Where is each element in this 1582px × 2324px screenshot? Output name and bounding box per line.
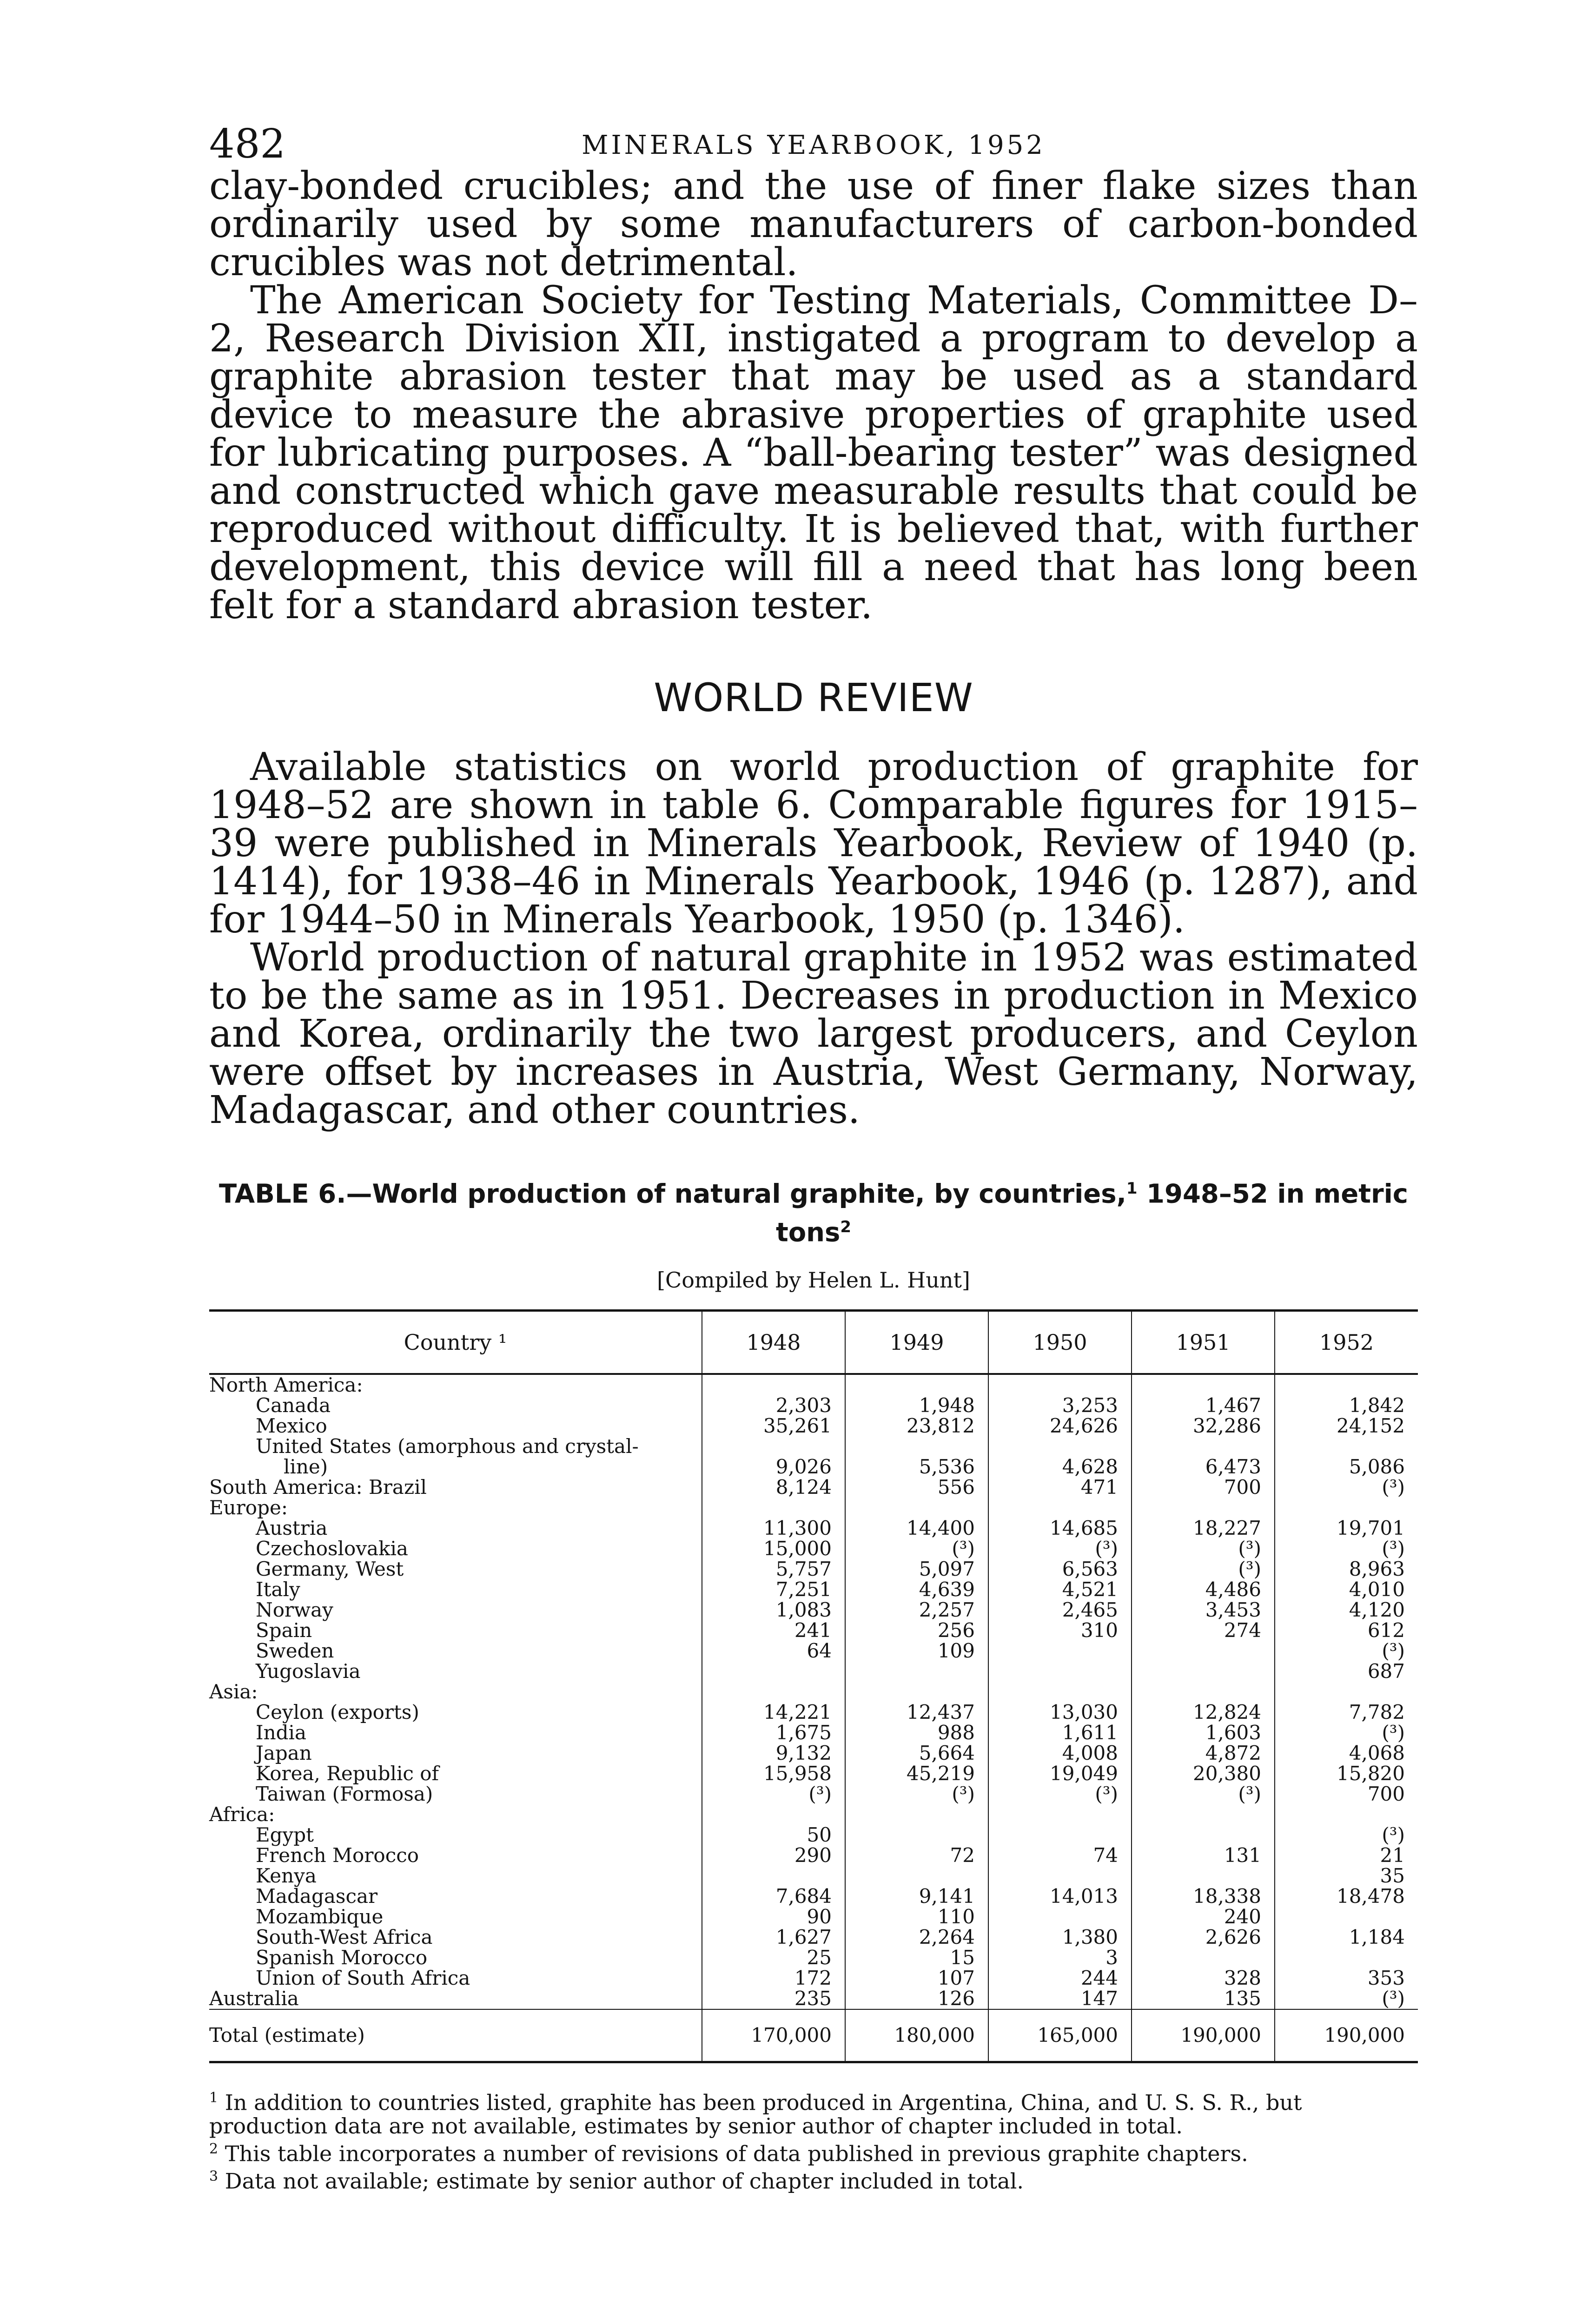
table-row xyxy=(209,1743,1418,1763)
value-cell: 14,221 xyxy=(702,1702,845,1723)
table-row xyxy=(209,1559,1418,1579)
table-row xyxy=(209,1927,1418,1948)
production-table xyxy=(209,1309,1418,2063)
country-cell: South-West Africa xyxy=(256,1926,433,1949)
footnotes xyxy=(209,2086,1418,2192)
total-value-cell: 190,000 xyxy=(1275,2009,1418,2062)
value-cell: 556 xyxy=(845,1477,988,1498)
intro-paragraph-continued: clay-bonded crucibles; and the use of finer flake sizes than ordinarily used by some manufacturers of carbon-bonded crucibles was not detrimental. xyxy=(209,164,1418,284)
country-cell: Ceylon (exports) xyxy=(256,1701,419,1724)
table-row xyxy=(209,1641,1418,1661)
value-cell xyxy=(845,1661,988,1682)
value-cell: 1,675 xyxy=(702,1723,845,1743)
value-cell: 1,842 xyxy=(1275,1395,1418,1416)
value-cell: 2,626 xyxy=(1132,1927,1275,1948)
value-cell: (³) xyxy=(845,1538,988,1559)
value-cell xyxy=(845,1498,988,1518)
value-cell: 235 xyxy=(702,1988,845,2009)
value-cell: 9,141 xyxy=(845,1886,988,1907)
total-value-cell: 170,000 xyxy=(702,2009,845,2062)
value-cell: 45,219 xyxy=(845,1763,988,1784)
table-row xyxy=(209,1682,1418,1702)
value-cell xyxy=(1275,1948,1418,1968)
table-row xyxy=(209,1723,1418,1743)
value-cell: 20,380 xyxy=(1132,1763,1275,1784)
table-row xyxy=(209,1620,1418,1641)
value-cell: 290 xyxy=(702,1845,845,1866)
value-cell: 1,184 xyxy=(1275,1927,1418,1948)
table-row xyxy=(209,1374,1418,1395)
value-cell: 15,820 xyxy=(1275,1763,1418,1784)
value-cell: (³) xyxy=(1275,1477,1418,1498)
value-cell xyxy=(702,1498,845,1518)
value-cell: 2,465 xyxy=(988,1600,1132,1620)
country-cell: Australia xyxy=(209,1987,299,2010)
value-cell: 14,400 xyxy=(845,1518,988,1538)
value-cell xyxy=(702,1374,845,1395)
value-cell: 2,303 xyxy=(702,1395,845,1416)
total-value-cell: 190,000 xyxy=(1132,2009,1275,2062)
running-title: MINERALS YEARBOOK, 1952 xyxy=(582,130,1046,160)
value-cell: 12,437 xyxy=(845,1702,988,1723)
table-row xyxy=(209,1416,1418,1436)
value-cell: 7,251 xyxy=(702,1579,845,1600)
value-cell xyxy=(1132,1436,1275,1457)
value-cell: 15 xyxy=(845,1948,988,1968)
value-cell: (³) xyxy=(1275,1641,1418,1661)
value-cell xyxy=(845,1436,988,1457)
table-row xyxy=(209,1518,1418,1538)
value-cell: 7,684 xyxy=(702,1886,845,1907)
table-row xyxy=(209,1498,1418,1518)
table-row xyxy=(209,1866,1418,1886)
value-cell: 5,757 xyxy=(702,1559,845,1579)
value-cell: (³) xyxy=(1132,1538,1275,1559)
country-cell: Sweden xyxy=(256,1639,334,1663)
value-cell: 19,049 xyxy=(988,1763,1132,1784)
value-cell xyxy=(1275,1907,1418,1927)
value-cell: 1,627 xyxy=(702,1927,845,1948)
value-cell: 1,467 xyxy=(1132,1395,1275,1416)
value-cell: 256 xyxy=(845,1620,988,1641)
value-cell: 1,380 xyxy=(988,1927,1132,1948)
country-cell: Egypt xyxy=(256,1823,314,1847)
value-cell: (³) xyxy=(1132,1784,1275,1804)
value-cell: 24,152 xyxy=(1275,1416,1418,1436)
value-cell: 1,603 xyxy=(1132,1723,1275,1743)
value-cell: 35 xyxy=(1275,1866,1418,1886)
value-cell xyxy=(988,1866,1132,1886)
value-cell: 5,664 xyxy=(845,1743,988,1763)
footnote: $^3$ Data not available; estimate by senior author of chapter included in total. xyxy=(209,2168,1024,2194)
value-cell: (³) xyxy=(1275,1538,1418,1559)
value-cell: 12,824 xyxy=(1132,1702,1275,1723)
value-cell: 131 xyxy=(1132,1845,1275,1866)
table-row xyxy=(209,1661,1418,1682)
total-row xyxy=(209,2009,1418,2062)
value-cell: 5,086 xyxy=(1275,1457,1418,1477)
value-cell: 72 xyxy=(845,1845,988,1866)
value-cell xyxy=(1132,1948,1275,1968)
column-header: 1950 xyxy=(988,1311,1132,1374)
value-cell: 328 xyxy=(1132,1968,1275,1988)
value-cell: (³) xyxy=(845,1784,988,1804)
country-cell: Europe: xyxy=(209,1496,288,1519)
table-row xyxy=(209,1702,1418,1723)
value-cell: 74 xyxy=(988,1845,1132,1866)
value-cell: 612 xyxy=(1275,1620,1418,1641)
table-row xyxy=(209,1600,1418,1620)
country-cell: Taiwan (Formosa) xyxy=(256,1783,433,1806)
country-cell: Austria xyxy=(256,1517,328,1540)
country-cell: Spanish Morocco xyxy=(256,1946,428,1969)
value-cell: 471 xyxy=(988,1477,1132,1498)
page-header xyxy=(209,112,1418,167)
intro-paragraph-astm: The American Society for Testing Materials, Committee D–2, Research Division XII, instigated a program to develop a graphite abrasion tester that may be used as a standard device to measure the abrasive properties of graphite used for lubricating purposes. A “ball-bearing tester” was designed and constructed which gave measurable results that could be reproduced without difficulty. It is believed that, with further development, this device will fill a need that has long been felt for a standard abrasion tester. xyxy=(209,278,1418,627)
value-cell xyxy=(988,1907,1132,1927)
table-compiled-by: [Compiled by Helen L. Hunt] xyxy=(657,1268,970,1293)
value-cell: 32,286 xyxy=(1132,1416,1275,1436)
value-cell: 18,227 xyxy=(1132,1518,1275,1538)
country-cell: Yugoslavia xyxy=(256,1660,361,1683)
country-cell: Germany, West xyxy=(256,1558,404,1581)
country-cell: line) xyxy=(284,1455,328,1479)
country-cell: Mexico xyxy=(256,1414,327,1438)
footnote: $^1$ In addition to countries listed, graphite has been produced in Argentina, China, and U. S. S. R., but production data are not available, estimates by senior author of chapter included in total. xyxy=(209,2090,1302,2139)
value-cell: 3 xyxy=(988,1948,1132,1968)
value-cell xyxy=(845,1374,988,1395)
value-cell: 35,261 xyxy=(702,1416,845,1436)
value-cell xyxy=(1275,1436,1418,1457)
country-cell: United States (amorphous and crystal- xyxy=(256,1435,639,1458)
total-value-cell: 180,000 xyxy=(845,2009,988,2062)
country-cell: South America: Brazil xyxy=(209,1476,427,1499)
value-cell: 19,701 xyxy=(1275,1518,1418,1538)
value-cell: 2,257 xyxy=(845,1600,988,1620)
country-cell: Japan xyxy=(256,1742,312,1765)
value-cell: 4,120 xyxy=(1275,1600,1418,1620)
table-body xyxy=(209,1374,1418,2062)
total-label: Total (estimate) xyxy=(209,2009,702,2062)
value-cell xyxy=(1132,1682,1275,1702)
value-cell xyxy=(845,1866,988,1886)
value-cell xyxy=(702,1682,845,1702)
value-cell xyxy=(988,1661,1132,1682)
value-cell xyxy=(1275,1374,1418,1395)
page xyxy=(209,112,1418,2192)
value-cell: 109 xyxy=(845,1641,988,1661)
value-cell: 1,948 xyxy=(845,1395,988,1416)
country-cell: Union of South Africa xyxy=(256,1967,470,1990)
column-header: 1949 xyxy=(845,1311,988,1374)
value-cell: 4,872 xyxy=(1132,1743,1275,1763)
value-cell: 24,626 xyxy=(988,1416,1132,1436)
value-cell: 107 xyxy=(845,1968,988,1988)
country-cell: India xyxy=(256,1721,306,1744)
value-cell xyxy=(845,1682,988,1702)
value-cell xyxy=(1132,1641,1275,1661)
value-cell: (³) xyxy=(988,1784,1132,1804)
world-review-paragraph-2: World production of natural graphite in 1952 was estimated to be the same as in 1951. Decreases in production in Mexico and Korea, ordinarily the two largest producers, and Ceylon were offset by increases in Austria, West Germany, Norway, Madagascar, and other countries. xyxy=(209,936,1418,1132)
table-row xyxy=(209,1763,1418,1784)
table-row xyxy=(209,1988,1418,2009)
table-row xyxy=(209,1948,1418,1968)
value-cell: 64 xyxy=(702,1641,845,1661)
value-cell: 11,300 xyxy=(702,1518,845,1538)
country-cell: Kenya xyxy=(256,1864,317,1888)
value-cell: 4,010 xyxy=(1275,1579,1418,1600)
value-cell xyxy=(988,1498,1132,1518)
value-cell: 18,478 xyxy=(1275,1886,1418,1907)
value-cell: 700 xyxy=(1275,1784,1418,1804)
value-cell: 4,008 xyxy=(988,1743,1132,1763)
value-cell xyxy=(988,1682,1132,1702)
value-cell: 13,030 xyxy=(988,1702,1132,1723)
value-cell: 90 xyxy=(702,1907,845,1927)
footnote: $^2$ This table incorporates a number of revisions of data published in previous graphite chapters. xyxy=(209,2140,1248,2166)
table-row xyxy=(209,1804,1418,1825)
value-cell xyxy=(988,1436,1132,1457)
value-cell: 6,473 xyxy=(1132,1457,1275,1477)
value-cell xyxy=(845,1825,988,1845)
value-cell: 110 xyxy=(845,1907,988,1927)
value-cell: 240 xyxy=(1132,1907,1275,1927)
table-row xyxy=(209,1579,1418,1600)
value-cell xyxy=(702,1866,845,1886)
value-cell xyxy=(702,1661,845,1682)
value-cell: 3,453 xyxy=(1132,1600,1275,1620)
table-row xyxy=(209,1436,1418,1457)
column-header: Country ¹ xyxy=(209,1311,702,1374)
value-cell: 18,338 xyxy=(1132,1886,1275,1907)
value-cell: 21 xyxy=(1275,1845,1418,1866)
value-cell: 9,026 xyxy=(702,1457,845,1477)
value-cell: 2,264 xyxy=(845,1927,988,1948)
value-cell: (³) xyxy=(1275,1723,1418,1743)
table-row xyxy=(209,1886,1418,1907)
value-cell: 310 xyxy=(988,1620,1132,1641)
value-cell: 9,132 xyxy=(702,1743,845,1763)
value-cell xyxy=(1132,1825,1275,1845)
value-cell: 7,782 xyxy=(1275,1702,1418,1723)
table-header-row xyxy=(209,1311,1418,1374)
column-header: 1948 xyxy=(702,1311,845,1374)
country-cell: French Morocco xyxy=(256,1844,419,1867)
value-cell xyxy=(1132,1661,1275,1682)
value-cell: 8,124 xyxy=(702,1477,845,1498)
value-cell: 135 xyxy=(1132,1988,1275,2009)
value-cell xyxy=(988,1825,1132,1845)
value-cell: 1,083 xyxy=(702,1600,845,1620)
value-cell: 4,628 xyxy=(988,1457,1132,1477)
table-row xyxy=(209,1784,1418,1804)
value-cell xyxy=(702,1804,845,1825)
value-cell: 687 xyxy=(1275,1661,1418,1682)
value-cell: 50 xyxy=(702,1825,845,1845)
country-cell: Korea, Republic of xyxy=(256,1762,439,1785)
value-cell: 4,068 xyxy=(1275,1743,1418,1763)
table-row xyxy=(209,1457,1418,1477)
country-cell: Africa: xyxy=(209,1803,275,1826)
value-cell: 15,000 xyxy=(702,1538,845,1559)
value-cell: (³) xyxy=(988,1538,1132,1559)
value-cell: 15,958 xyxy=(702,1763,845,1784)
table-row xyxy=(209,1907,1418,1927)
value-cell xyxy=(988,1641,1132,1661)
country-cell: North America: xyxy=(209,1373,363,1397)
value-cell: 25 xyxy=(702,1948,845,1968)
value-cell: 700 xyxy=(1132,1477,1275,1498)
value-cell: 4,521 xyxy=(988,1579,1132,1600)
value-cell xyxy=(988,1374,1132,1395)
country-cell: Italy xyxy=(256,1578,300,1601)
table-title: TABLE 6.—World production of natural graphite, by countries,$^1$ 1948–52 in metric tons$^2$ xyxy=(219,1179,1408,1248)
value-cell: 172 xyxy=(702,1968,845,1988)
value-cell: 3,253 xyxy=(988,1395,1132,1416)
world-review-paragraph-1: Available statistics on world production of graphite for 1948–52 are shown in table 6. Comparable figures for 1915–39 were published in Minerals Yearbook, Review of 1940 (p. 1414), for 1938–46 in Minerals Yearbook, 1946 (p. 1287), and for 1944–50 in Minerals Yearbook, 1950 (p. 1346). xyxy=(209,745,1418,942)
value-cell: 274 xyxy=(1132,1620,1275,1641)
value-cell: 4,486 xyxy=(1132,1579,1275,1600)
value-cell: (³) xyxy=(1132,1559,1275,1579)
value-cell: 353 xyxy=(1275,1968,1418,1988)
value-cell: (³) xyxy=(1275,1988,1418,2009)
table-row xyxy=(209,1395,1418,1416)
value-cell: 14,013 xyxy=(988,1886,1132,1907)
table-row xyxy=(209,1477,1418,1498)
value-cell: (³) xyxy=(1275,1825,1418,1845)
total-value-cell: 165,000 xyxy=(988,2009,1132,2062)
country-cell: Mozambique xyxy=(256,1905,384,1928)
country-cell: Czechoslovakia xyxy=(256,1537,408,1560)
value-cell xyxy=(1132,1866,1275,1886)
value-cell xyxy=(1132,1374,1275,1395)
section-title: WORLD REVIEW xyxy=(654,675,973,720)
value-cell xyxy=(702,1436,845,1457)
value-cell xyxy=(1275,1804,1418,1825)
value-cell: 5,097 xyxy=(845,1559,988,1579)
value-cell: 6,563 xyxy=(988,1559,1132,1579)
value-cell: 241 xyxy=(702,1620,845,1641)
country-cell: Norway xyxy=(256,1598,333,1622)
table-row xyxy=(209,1845,1418,1866)
value-cell: 1,611 xyxy=(988,1723,1132,1743)
value-cell: 14,685 xyxy=(988,1518,1132,1538)
value-cell xyxy=(845,1804,988,1825)
table-row xyxy=(209,1825,1418,1845)
value-cell xyxy=(1275,1498,1418,1518)
value-cell: 5,536 xyxy=(845,1457,988,1477)
page-number: 482 xyxy=(209,121,286,167)
value-cell: 147 xyxy=(988,1988,1132,2009)
value-cell xyxy=(1132,1804,1275,1825)
value-cell: 8,963 xyxy=(1275,1559,1418,1579)
value-cell xyxy=(1132,1498,1275,1518)
value-cell: 988 xyxy=(845,1723,988,1743)
country-cell: Madagascar xyxy=(256,1885,378,1908)
value-cell: 244 xyxy=(988,1968,1132,1988)
value-cell: 126 xyxy=(845,1988,988,2009)
table-row xyxy=(209,1968,1418,1988)
value-cell: 23,812 xyxy=(845,1416,988,1436)
column-header: 1952 xyxy=(1275,1311,1418,1374)
value-cell: (³) xyxy=(702,1784,845,1804)
value-cell xyxy=(1275,1682,1418,1702)
country-cell: Asia: xyxy=(209,1680,258,1703)
table-row xyxy=(209,1538,1418,1559)
value-cell xyxy=(988,1804,1132,1825)
country-cell: Canada xyxy=(256,1394,331,1417)
column-header: 1951 xyxy=(1132,1311,1275,1374)
value-cell: 4,639 xyxy=(845,1579,988,1600)
country-cell: Spain xyxy=(256,1619,312,1642)
